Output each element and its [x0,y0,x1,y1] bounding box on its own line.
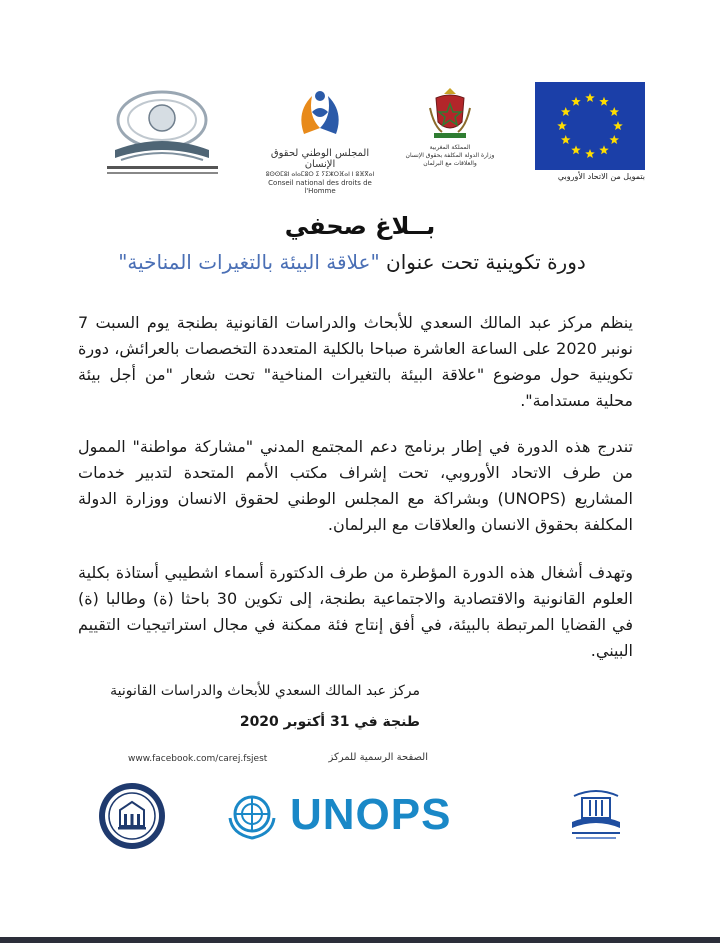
eu-flag-icon [535,82,645,170]
research-center-logo [95,88,230,188]
eu-star-icon [561,135,571,144]
eu-star-icon [585,93,595,102]
paragraph-program: تندرج هذه الدورة في إطار برنامج دعم المجتمع المدني "مشاركة مواطنة" الممول من طرف الاتحاد الأوروبي، تحت إشراف مكتب الأمم المتحدة لتدبير خدمات المشاريع (UNOPS) وبشراكة مع المجلس الوطني لحقوق الانسان ووزارة الدولة المكلفة بحقوق الانسان والعلاقات مع البرلمان. [78,437,634,534]
eu-star-icon [609,107,619,116]
subtitle-quote: "علاقة البيئة بالتغيرات المناخية" [118,250,380,274]
ministry-name: وزارة الدولة المكلفة بحقوق الإنسان والعلاقات مع البرلمان [405,152,495,167]
unops-wordmark: UNOPS [290,790,452,839]
eu-star-icon [585,149,595,158]
header-logos [95,78,645,198]
course-subtitle [92,250,612,274]
eu-star-icon [599,97,609,106]
cndh-french-name: Conseil national des droits de l'Homme [268,179,372,195]
subtitle-prefix: دورة تكوينية تحت عنوان [386,250,586,274]
morocco-ministry-logo [400,86,500,186]
paragraph-objectives: وتهدف أشغال هذه الدورة المؤطرة من طرف الدكتورة أسماء اشطيبي أستاذة بكلية العلوم القانونية والاقتصادية والاجتماعية بطنجة، إلى تكوين 30 باحثا (ة) وطالبا (ة) في القضايا المرتبطة بالبيئة، في أفق إنتاج فئة ممكنة في مجال استراتيجيات التقييم البيني. [78,563,633,660]
morocco-kingdom-text: المملكة المغربية [429,144,471,151]
cndh-tifinagh-name: ⵓⵙⵙⵎⵓⵏ ⴰⵏⴰⵎⵓⵔ ⵉ ⵢⵉⵣⵔⴼⴰⵏ ⵏ ⵓⴼⴳⴰⵏ [265,171,375,178]
research-center-small-logo [556,786,636,856]
facebook-row [128,752,428,768]
cndh-logo [260,82,380,195]
university-seal-logo [96,780,168,852]
moroccan-coat-of-arms-icon [428,86,472,140]
signature-date: طنجة في 31 أكتوبر 2020 [239,714,420,730]
cndh-arabic-name: المجلس الوطني لحقوق الإنسان [270,148,370,170]
eu-logo [535,82,645,188]
unops-logo [224,792,496,840]
eu-star-icon [613,121,623,130]
eu-star-icon [571,145,581,154]
eu-star-icon [561,107,571,116]
footer-logos [96,780,636,860]
page-title: بــلاغ صحفي [284,212,436,240]
signature-organization: مركز عبد المالك السعدي للأبحاث والدراسات القانونية [110,683,420,699]
eu-star-icon [599,145,609,154]
eu-star-icon [609,135,619,144]
un-emblem-icon [224,792,280,840]
paragraph-announcement: ينظم مركز عبد المالك السعدي للأبحاث والدراسات القانونية بطنجة يوم السبت 7 نونبر 2020 على الساعة العاشرة صباحا بالكلية المتعددة التخصصات بالعرائش، دورة تكوينية حول موضوع "علاقة البيئة بالتغيرات المناخية" تحت شعار "من أجل بيئة محلية مستدامة". [78,313,634,410]
bottom-bar [0,937,720,943]
eu-funding-caption: بتمويل من الاتحاد الأوروبي [557,172,645,181]
facebook-url-link[interactable]: www.facebook.com/carej.fsjest [128,754,268,764]
eu-star-icon [557,121,567,130]
eu-star-icon [571,97,581,106]
cndh-emblem-icon [290,82,350,142]
facebook-label: الصفحة الرسمية للمركز [328,752,428,763]
